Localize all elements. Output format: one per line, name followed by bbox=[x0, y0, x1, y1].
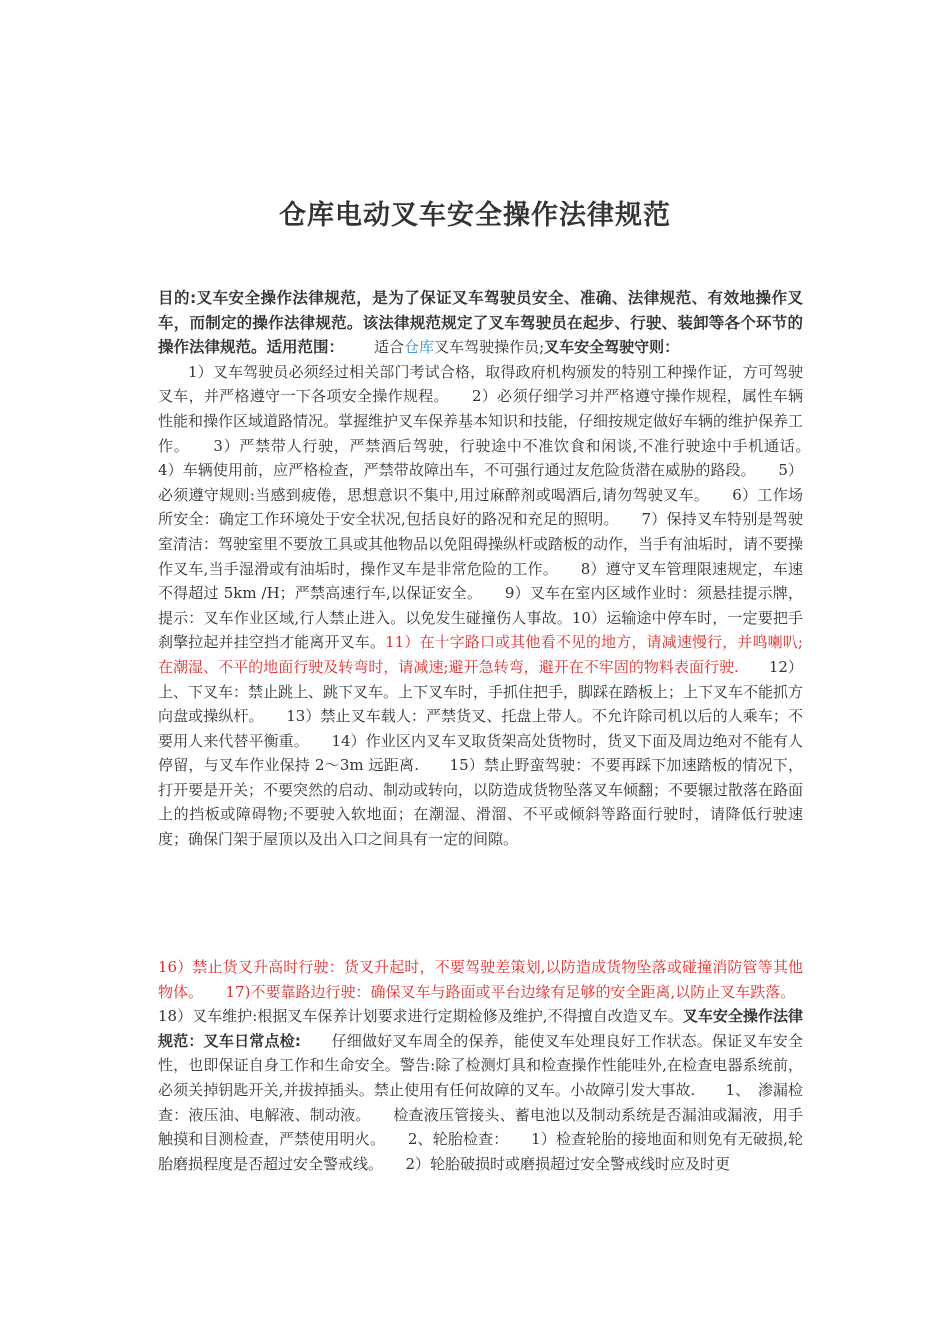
rule-11-warning: 11）在十字路口或其他看不见的地方，请减速慢行，并鸣喇叭;在潮湿、不平的地面行驶及转弯时，请减速;避开急转弯，避开在不牢固的物料表面行驶. bbox=[158, 633, 803, 676]
page-title: 仓库电动叉车安全操作法律规范 bbox=[279, 200, 671, 231]
daily-check-label: 叉车安全操作法律规范：叉车日常点检: bbox=[158, 1007, 803, 1050]
purpose-label: 目的: bbox=[158, 289, 197, 307]
scope-text-b: 叉车驾驶操作员; bbox=[434, 338, 545, 357]
paragraph-purpose-and-rules bbox=[158, 286, 834, 852]
rule-18: 18）叉车维护:根据叉车保养计划要求进行定期检修及维护,不得擅自改造叉车。 bbox=[158, 982, 818, 1026]
purpose-text: 叉车安全操作法律规范，是为了保证叉车驾驶员安全、准确、法律规范、有效地操作叉车，而制定的操作法律规范。该法律规范规定了叉车驾驶员在起步、行驶、装卸等各个环节的操作法律规范。 bbox=[158, 289, 803, 357]
rules-1-to-10: 1）叉车驾驶员必须经过相关部门考试合格，取得政府机构颁发的特别工种操作证，方可驾驶叉车，并严格遵守一下各项安全操作规程。 2）必须仔细学习并严格遵守操作规程，属性车辆性能和操作区域道路情况。掌握维护叉车保养基本知识和技能，仔细按规定做好车辆的维护保养工作。 3）严禁带人行驶，严禁酒后驾驶，行驶途中不准饮食和闲谈,不准行驶途中手机通话。 4）车辆使用前，应严格检查，严禁带故障出车，不可强行通过友危险货潜在威胁的路段。 5）必须遵守规则:当感到疲倦，思想意识不集中,用过麻醉剂或喝酒后,请勿驾驶叉车。 6）工作场所安全：确定工作环境处于安全状况,包括良好的路况和充足的照明。 7）保持叉车特别是驾驶室清洁：驾驶室里不要放工具或其他物品以免阻碍操纵杆或踏板的动作，当手有油垢时，请不要操作叉车,当手湿滑或有油垢时，操作叉车是非常危险的工作。 8）遵守叉车管理限速规定，车速不得超过 5km /H；严禁高速行车,以保证安全。 9）叉车在室内区域作业时：须悬挂提示牌，提示：叉车作业区域,行人禁止进入。以免发生碰撞伤人事故。10）运输途中停车时，一定要把手刹擎拉起并挂空挡才能离开叉车。 bbox=[158, 362, 834, 652]
daily-check-text: 仔细做好叉车周全的保养，能使叉车处理良好工作状态。保证叉车安全性，也即保证自身工作和生命安全。警告:除了检测灯具和检查操作性能哇外,在检查电器系统前，必须关掉钥匙开关,并拔掉插头。禁止使用有任何故障的叉车。小故障引发大事故. 1、 渗漏检查：液压油、电解液、制动液。 检查液压管接头、蓄电池以及制动系统是否漏油或漏液，用手触摸和目测检查，严禁使用明火。 2、轮胎检查： 1）检查轮胎的接地面和则免有无破损,轮胎磨损程度是否超过安全警戒线。 2）轮胎破损时或磨损超过安全警戒线时应及时更 bbox=[158, 1031, 804, 1173]
warehouse-link[interactable]: 仓库 bbox=[404, 338, 435, 357]
scope-text-a: 适合 bbox=[374, 338, 405, 357]
rules-label: 叉车安全驾驶守则： bbox=[544, 338, 680, 357]
rules-12-to-15: 12）上、下叉车：禁止跳上、跳下叉车。上下叉车时，手抓住把手，脚踩在踏板上；上下叉车不能抓方向盘或操纵杆。 13）禁止叉车载人：严禁货叉、托盘上带人。不允许除司机以后的人乘车；不要用人来代替平衡重。 14）作业区内叉车叉取货架高处货物时，货叉下面及周边绝对不能有人停留，与叉车作业保持 2～3m 远距离. 15）禁止野蛮驾驶：不要再踩下加速踏板的情况下，打开要是开关；不要突然的启动、制动或转向，以防造成货物坠落叉车倾翻；不要辗过散落在路面上的挡板或障碍物;不要驶入软地面；在潮湿、滑溜、不平或倾斜等路面行驶时，请降低行驶速度；确保门架于屋顶以及出入口之间具有一定的间隙。 bbox=[158, 657, 804, 849]
rule-16-warning: 16）禁止货叉升高时行驶：货叉升起时，不要驾驶差策划,以防造成货物坠落或碰撞消防管等其他物体。 bbox=[158, 958, 803, 1001]
rule-17-warning: 17)不要靠路边行驶：确保叉车与路面或平台边缘有足够的安全距离,以防止叉车跌落。 bbox=[195, 982, 788, 1001]
scope-label: 适用范围： bbox=[266, 338, 345, 357]
paragraph-rules-16-and-checks bbox=[158, 955, 818, 1176]
